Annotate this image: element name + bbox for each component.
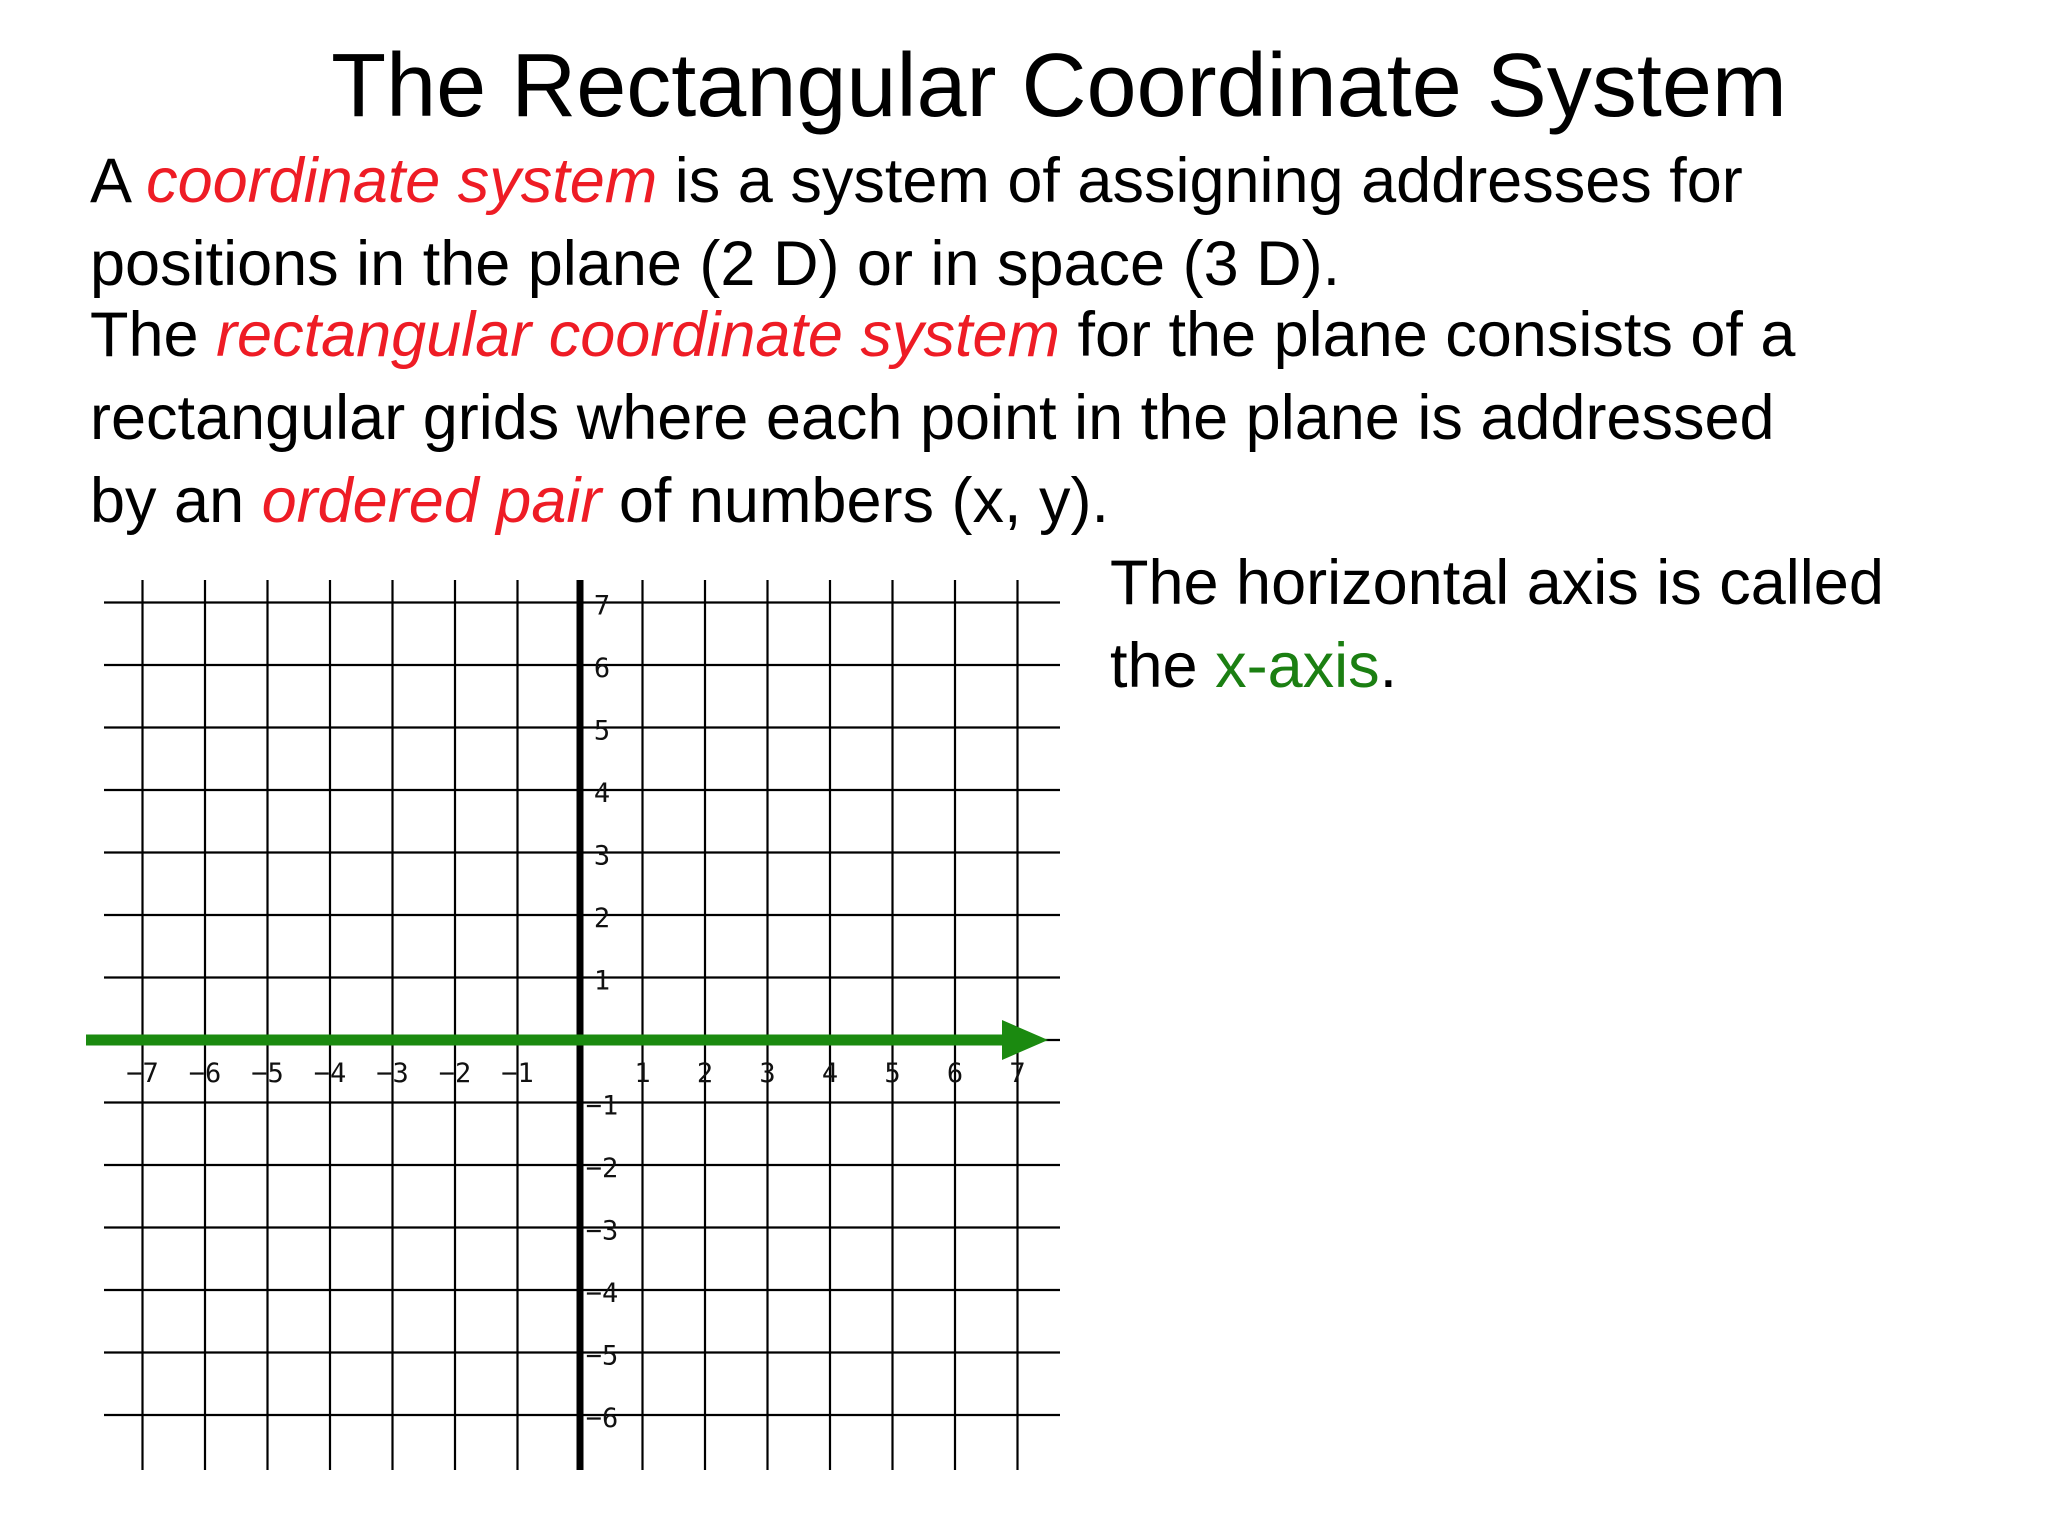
y-tick-label: 7 [593,590,611,622]
y-tick-label: 3 [593,840,611,872]
paragraph-line [90,460,1795,543]
paragraph-line [90,294,1795,377]
text-run: A [90,146,147,216]
x-tick-label: 1 [634,1058,651,1089]
y-tick-label: −4 [585,1278,619,1309]
x-axis-note [1110,542,1884,708]
keyword-x-axis: x-axis [1215,631,1380,701]
text-run: . [1379,631,1398,701]
x-tick-label: 5 [884,1058,901,1089]
x-tick-label: −6 [188,1058,222,1089]
y-tick-label: −6 [585,1403,619,1434]
x-tick-label: 7 [1009,1058,1026,1089]
y-tick-label: 2 [593,903,611,934]
paragraph-rectangular-system [90,294,1795,543]
paragraph-line: rectangular grids where each point in the plane is addressed [90,383,1775,453]
text-run: by an [90,466,262,536]
x-tick-label: 2 [696,1058,714,1089]
paragraph-line: positions in the plane (2 D) or in space (3 D). [90,229,1341,299]
y-tick-label: −1 [585,1090,619,1122]
x-axis-arrowhead [1002,1020,1048,1060]
x-tick-label: −7 [126,1058,159,1089]
text-run: for the plane consists of a [1059,300,1796,370]
y-tick-label: −5 [585,1340,619,1372]
x-tick-label: −5 [251,1058,284,1089]
text-run: the [1110,631,1216,701]
text-run: of numbers (x, y). [601,466,1109,536]
y-tick-label: 1 [593,965,611,997]
slide-title: The Rectangular Coordinate System [331,36,1787,136]
x-tick-label: 6 [946,1058,964,1089]
keyword-rectangular-coordinate-system: rectangular coordinate system [216,300,1060,370]
text-run: is a system of assigning addresses for [657,146,1743,216]
x-tick-label: 3 [759,1058,776,1089]
paragraph-coordinate-system [90,140,1743,306]
note-line: The horizontal axis is called [1110,548,1884,618]
y-tick-label: 5 [593,715,611,747]
x-tick-label: −4 [313,1058,347,1089]
x-tick-label: −3 [376,1058,409,1089]
paragraph-line [90,140,1743,223]
keyword-ordered-pair: ordered pair [261,466,602,536]
note-line [1110,625,1884,708]
x-tick-label: −2 [438,1058,472,1089]
y-tick-label: 6 [593,653,611,684]
coordinate-grid-svg [80,570,1060,1470]
y-tick-label: −3 [585,1215,619,1247]
coordinate-grid [80,570,1060,1470]
keyword-coordinate-system: coordinate system [146,146,658,216]
text-run: The [90,300,217,370]
x-tick-label: 4 [821,1058,839,1089]
x-tick-label: −1 [501,1058,534,1089]
y-tick-label: 4 [593,778,611,809]
y-tick-label: −2 [585,1153,619,1184]
